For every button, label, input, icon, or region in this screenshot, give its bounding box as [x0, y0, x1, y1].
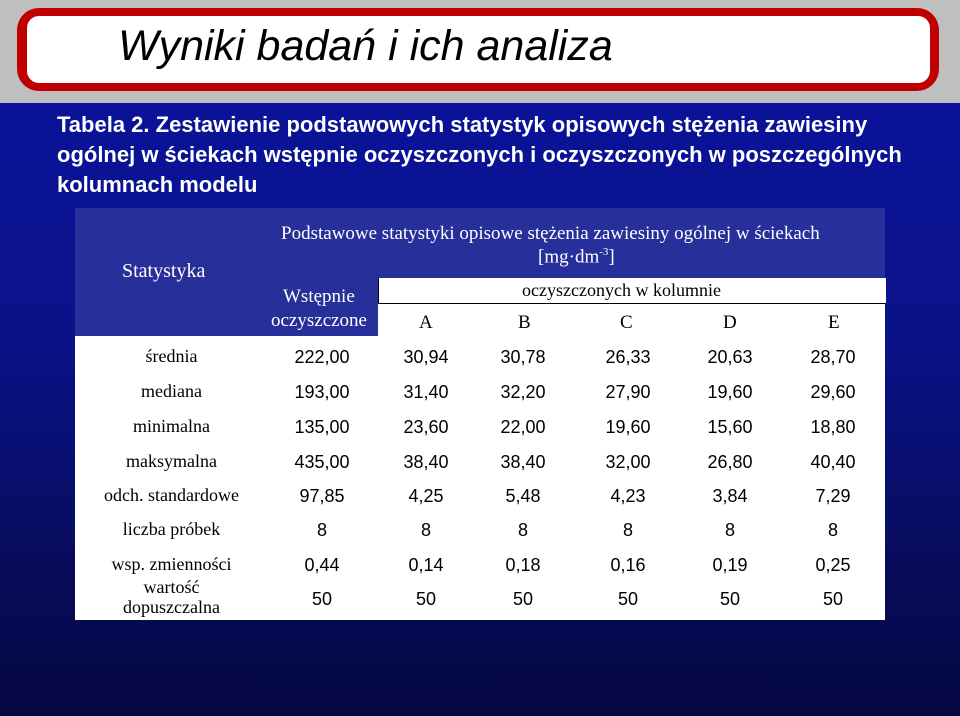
table-cell: 0,25 — [815, 555, 851, 575]
row-label: mediana — [141, 381, 202, 401]
column-header-c: C — [620, 312, 633, 333]
header-wstepnie — [268, 278, 378, 336]
row-label: wsp. zmienności — [111, 554, 232, 574]
header-wstepnie-line1: Wstępnie — [283, 286, 355, 307]
header-columns-group — [378, 278, 886, 304]
table-cell: 50 — [311, 589, 333, 609]
header-statystyka — [75, 208, 268, 336]
table-cell: 5,48 — [505, 486, 541, 506]
table-cell: 4,23 — [610, 486, 646, 506]
slide-title: Wyniki badań i ich analiza — [118, 22, 613, 70]
table-cell: 15,60 — [707, 417, 753, 437]
table-cell: 50 — [719, 589, 741, 609]
row-label-line2: dopuszczalna — [123, 597, 220, 617]
table-cell: 50 — [512, 589, 534, 609]
column-header-b: B — [518, 312, 531, 333]
table-cell: 26,80 — [707, 452, 753, 472]
table-cell: 435,00 — [294, 452, 350, 472]
table-cell: 8 — [517, 520, 528, 540]
table-cell: 0,44 — [304, 555, 340, 575]
header-wstepnie-line2: oczyszczone — [271, 310, 367, 331]
table-cell: 0,18 — [505, 555, 541, 575]
table-cell: 97,85 — [299, 486, 345, 506]
row-label: maksymalna — [126, 451, 217, 471]
table-cell: 50 — [822, 589, 844, 609]
table-cell: 31,40 — [403, 382, 449, 402]
table-cell: 23,60 — [403, 417, 449, 437]
table-cell: 0,16 — [610, 555, 646, 575]
row-label-container — [75, 574, 268, 620]
table-cell: 27,90 — [605, 382, 651, 402]
table-cell: 29,60 — [810, 382, 856, 402]
header-columns-group-label: oczyszczonych w kolumnie — [522, 280, 721, 300]
table-cell: 40,40 — [810, 452, 856, 472]
table-cell: 28,70 — [810, 347, 856, 367]
table-cell: 50 — [415, 589, 437, 609]
table-cell: 20,63 — [707, 347, 753, 367]
column-header-e: E — [828, 312, 840, 333]
row-label: średnia — [145, 346, 198, 366]
column-header-d: D — [723, 312, 737, 333]
table-cell: 4,25 — [408, 486, 444, 506]
column-header-a: A — [419, 312, 433, 333]
row-label-line1: wartość — [143, 577, 200, 597]
table-cell: 222,00 — [294, 347, 350, 367]
header-statystyka-label: Statystyka — [122, 260, 206, 282]
table-cell: 32,00 — [605, 452, 651, 472]
table-cell: 3,84 — [712, 486, 748, 506]
table-cell: 26,33 — [605, 347, 651, 367]
table-cell: 135,00 — [294, 417, 350, 437]
table-cell: 8 — [316, 520, 327, 540]
table-cell: 50 — [617, 589, 639, 609]
row-label: liczba próbek — [122, 519, 221, 539]
row-label: minimalna — [133, 416, 210, 436]
table-cell: 38,40 — [500, 452, 546, 472]
table-cell: 7,29 — [815, 486, 851, 506]
table-cell: 193,00 — [294, 382, 350, 402]
table-cell: 8 — [420, 520, 431, 540]
header-main-label: Podstawowe statystyki opisowe stężenia zawiesiny ogólnej w ściekach — [281, 223, 820, 244]
table-cell: 8 — [724, 520, 735, 540]
table-cell: 8 — [827, 520, 838, 540]
table-cell: 32,20 — [500, 382, 546, 402]
row-label: odch. standardowe — [104, 485, 239, 505]
table-cell: 0,14 — [408, 555, 444, 575]
table-cell: 30,94 — [403, 347, 449, 367]
table-cell: 22,00 — [500, 417, 546, 437]
table-cell: 18,80 — [810, 417, 856, 437]
table-cell: 19,60 — [707, 382, 753, 402]
header-main — [268, 208, 885, 278]
table-cell: 8 — [622, 520, 633, 540]
table-cell: 30,78 — [500, 347, 546, 367]
header-main-unit: $[mg\cdot dm^{-3}]$ — [538, 246, 615, 268]
table-cell: 38,40 — [403, 452, 449, 472]
table-cell: 0,19 — [712, 555, 748, 575]
table-cell: 19,60 — [605, 417, 651, 437]
table-caption: Tabela 2. Zestawienie podstawowych statystyk opisowych stężenia zawiesiny ogólnej w ściekach wstępnie oczyszczonych i oczyszczonych w poszczególnych kolumnach modelu — [57, 112, 902, 197]
